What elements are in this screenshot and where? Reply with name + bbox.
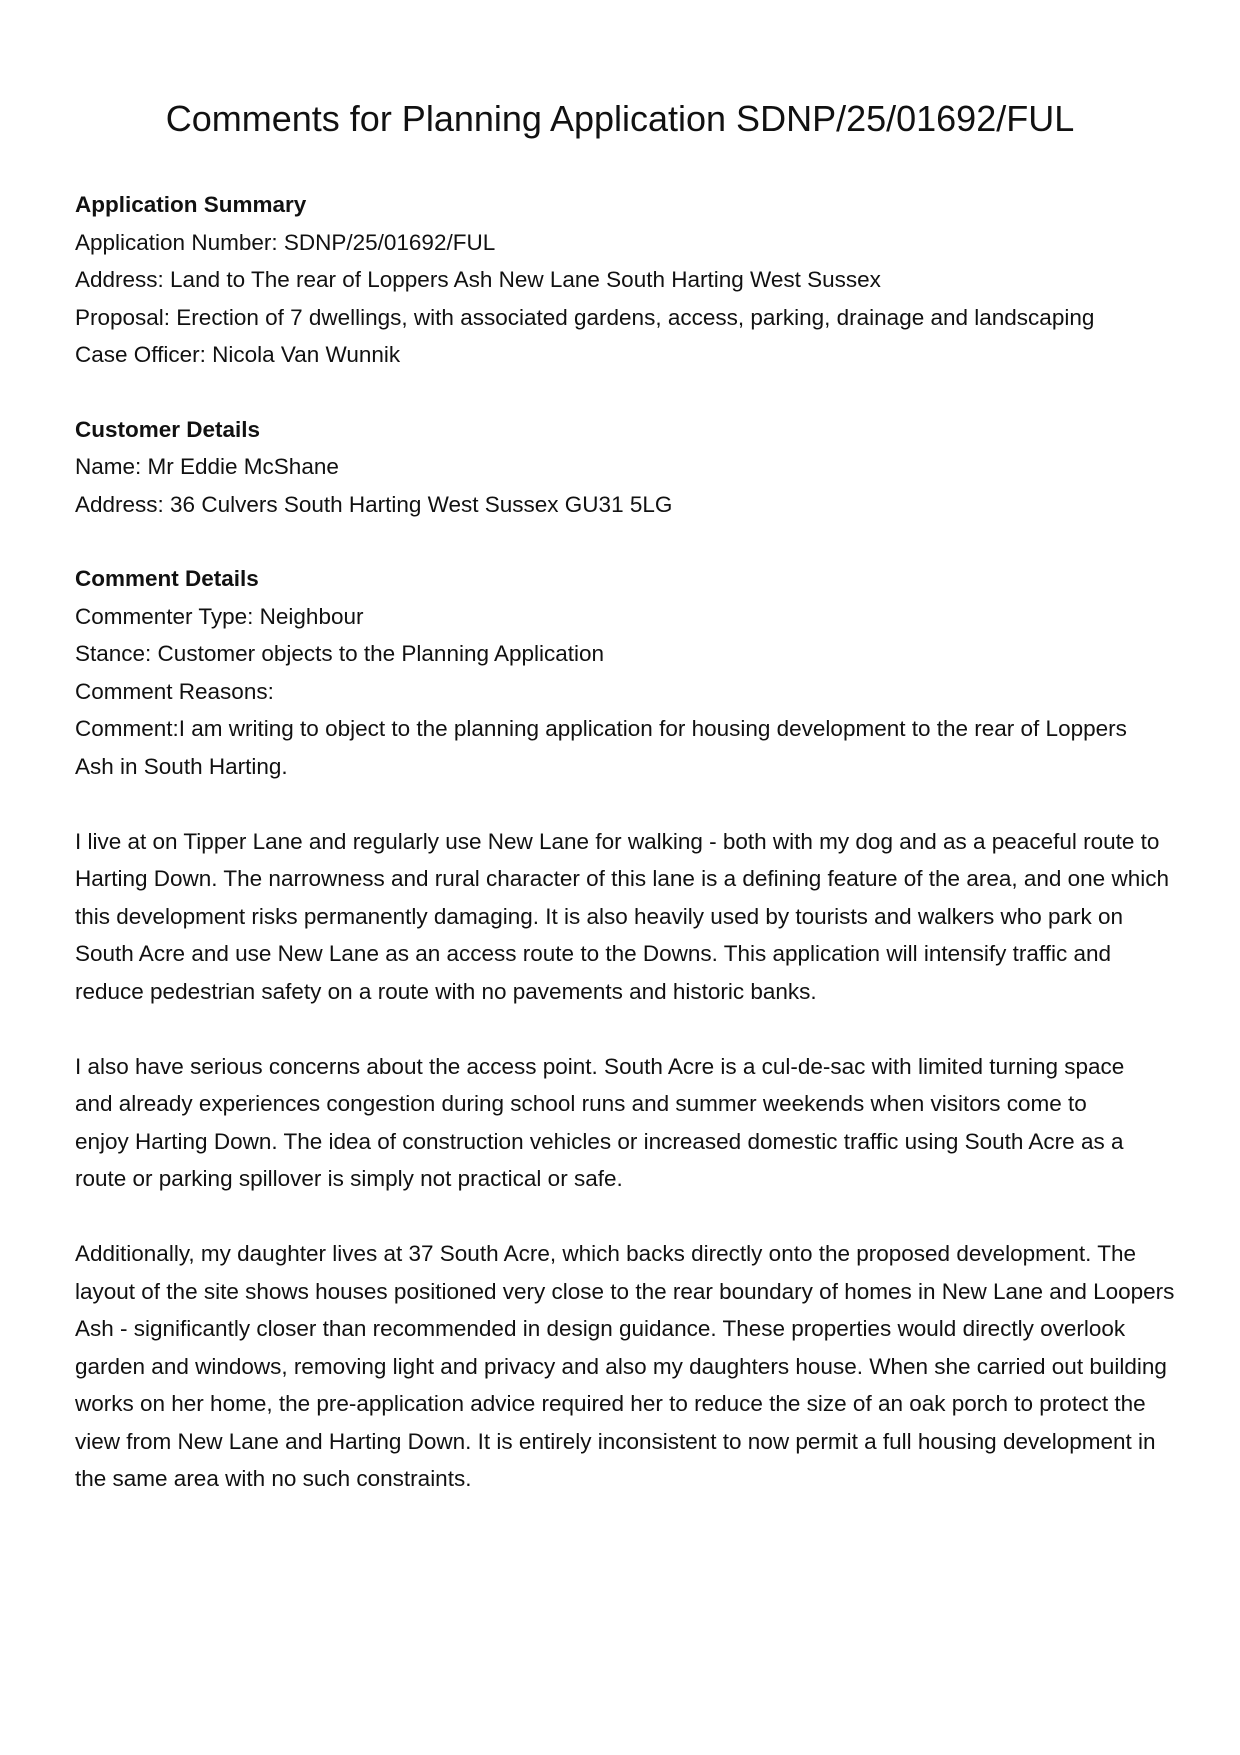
application-summary-heading: Application Summary [75,192,307,217]
comment-paragraph: Comment:I am writing to object to the planning application for housing development to the rear of Loppers Ash in South Harting. [75,716,1127,779]
application-address: Address: Land to The rear of Loppers Ash New Lane South Harting West Sussex [75,267,881,292]
comment-paragraph: Additionally, my daughter lives at 37 South Acre, which backs directly onto the proposed development. The layout of the site shows houses positioned very close to the rear boundary of homes in New Lane and Loopers Ash - significantly closer than recommended in design guidance. These properties would directly overlook garden and windows, removing light and privacy and also my daughters house. When she carried out building works on her home, the pre-application advice required her to reduce the size of an oak porch to protect the view from New Lane and Harting Down. It is entirely inconsistent to now permit a full housing development in the same area with no such constraints. [75,1241,1175,1491]
application-proposal: Proposal: Erection of 7 dwellings, with associated gardens, access, parking, drainage and landscaping [75,304,1095,330]
customer-details-section [75,411,1165,524]
application-number: Application Number: SDNP/25/01692/FUL [75,229,496,255]
document-title: Comments for Planning Application SDNP/25/01692/FUL [165,98,1075,139]
comment-paragraph: I live at on Tipper Lane and regularly use New Lane for walking - both with my dog and as a peaceful route to Harting Down. The narrowness and rural character of this lane is a defining feature of the area, and one which this development risks permanently damaging. It is also heavily used by tourists and walkers who park on South Acre and use New Lane as an access route to the Downs. This application will intensify traffic and reduce pedestrian safety on a route with no pavements and historic banks. [75,828,1169,1004]
customer-details-heading: Customer Details [75,416,261,442]
case-officer: Case Officer: Nicola Van Wunnik [75,342,401,367]
application-summary-section [75,186,1165,374]
comment-paragraph: I also have serious concerns about the access point. South Acre is a cul-de-sac with limited turning space and already experiences congestion during school runs and summer weekends when visitors come to enjoy Harting Down. The idea of construction vehicles or increased domestic traffic using South Acre as a route or parking spillover is simply not practical or safe. [75,1053,1125,1191]
stance: Stance: Customer objects to the Planning Application [75,641,605,666]
comment-details-heading: Comment Details [75,566,259,591]
customer-name: Name: Mr Eddie McShane [75,454,339,479]
customer-address: Address: 36 Culvers South Harting West Sussex GU31 5LG [75,491,673,517]
commenter-type: Commenter Type: Neighbour [75,603,364,629]
comment-details-section [75,560,1175,1498]
comment-reasons: Comment Reasons: [75,678,274,704]
